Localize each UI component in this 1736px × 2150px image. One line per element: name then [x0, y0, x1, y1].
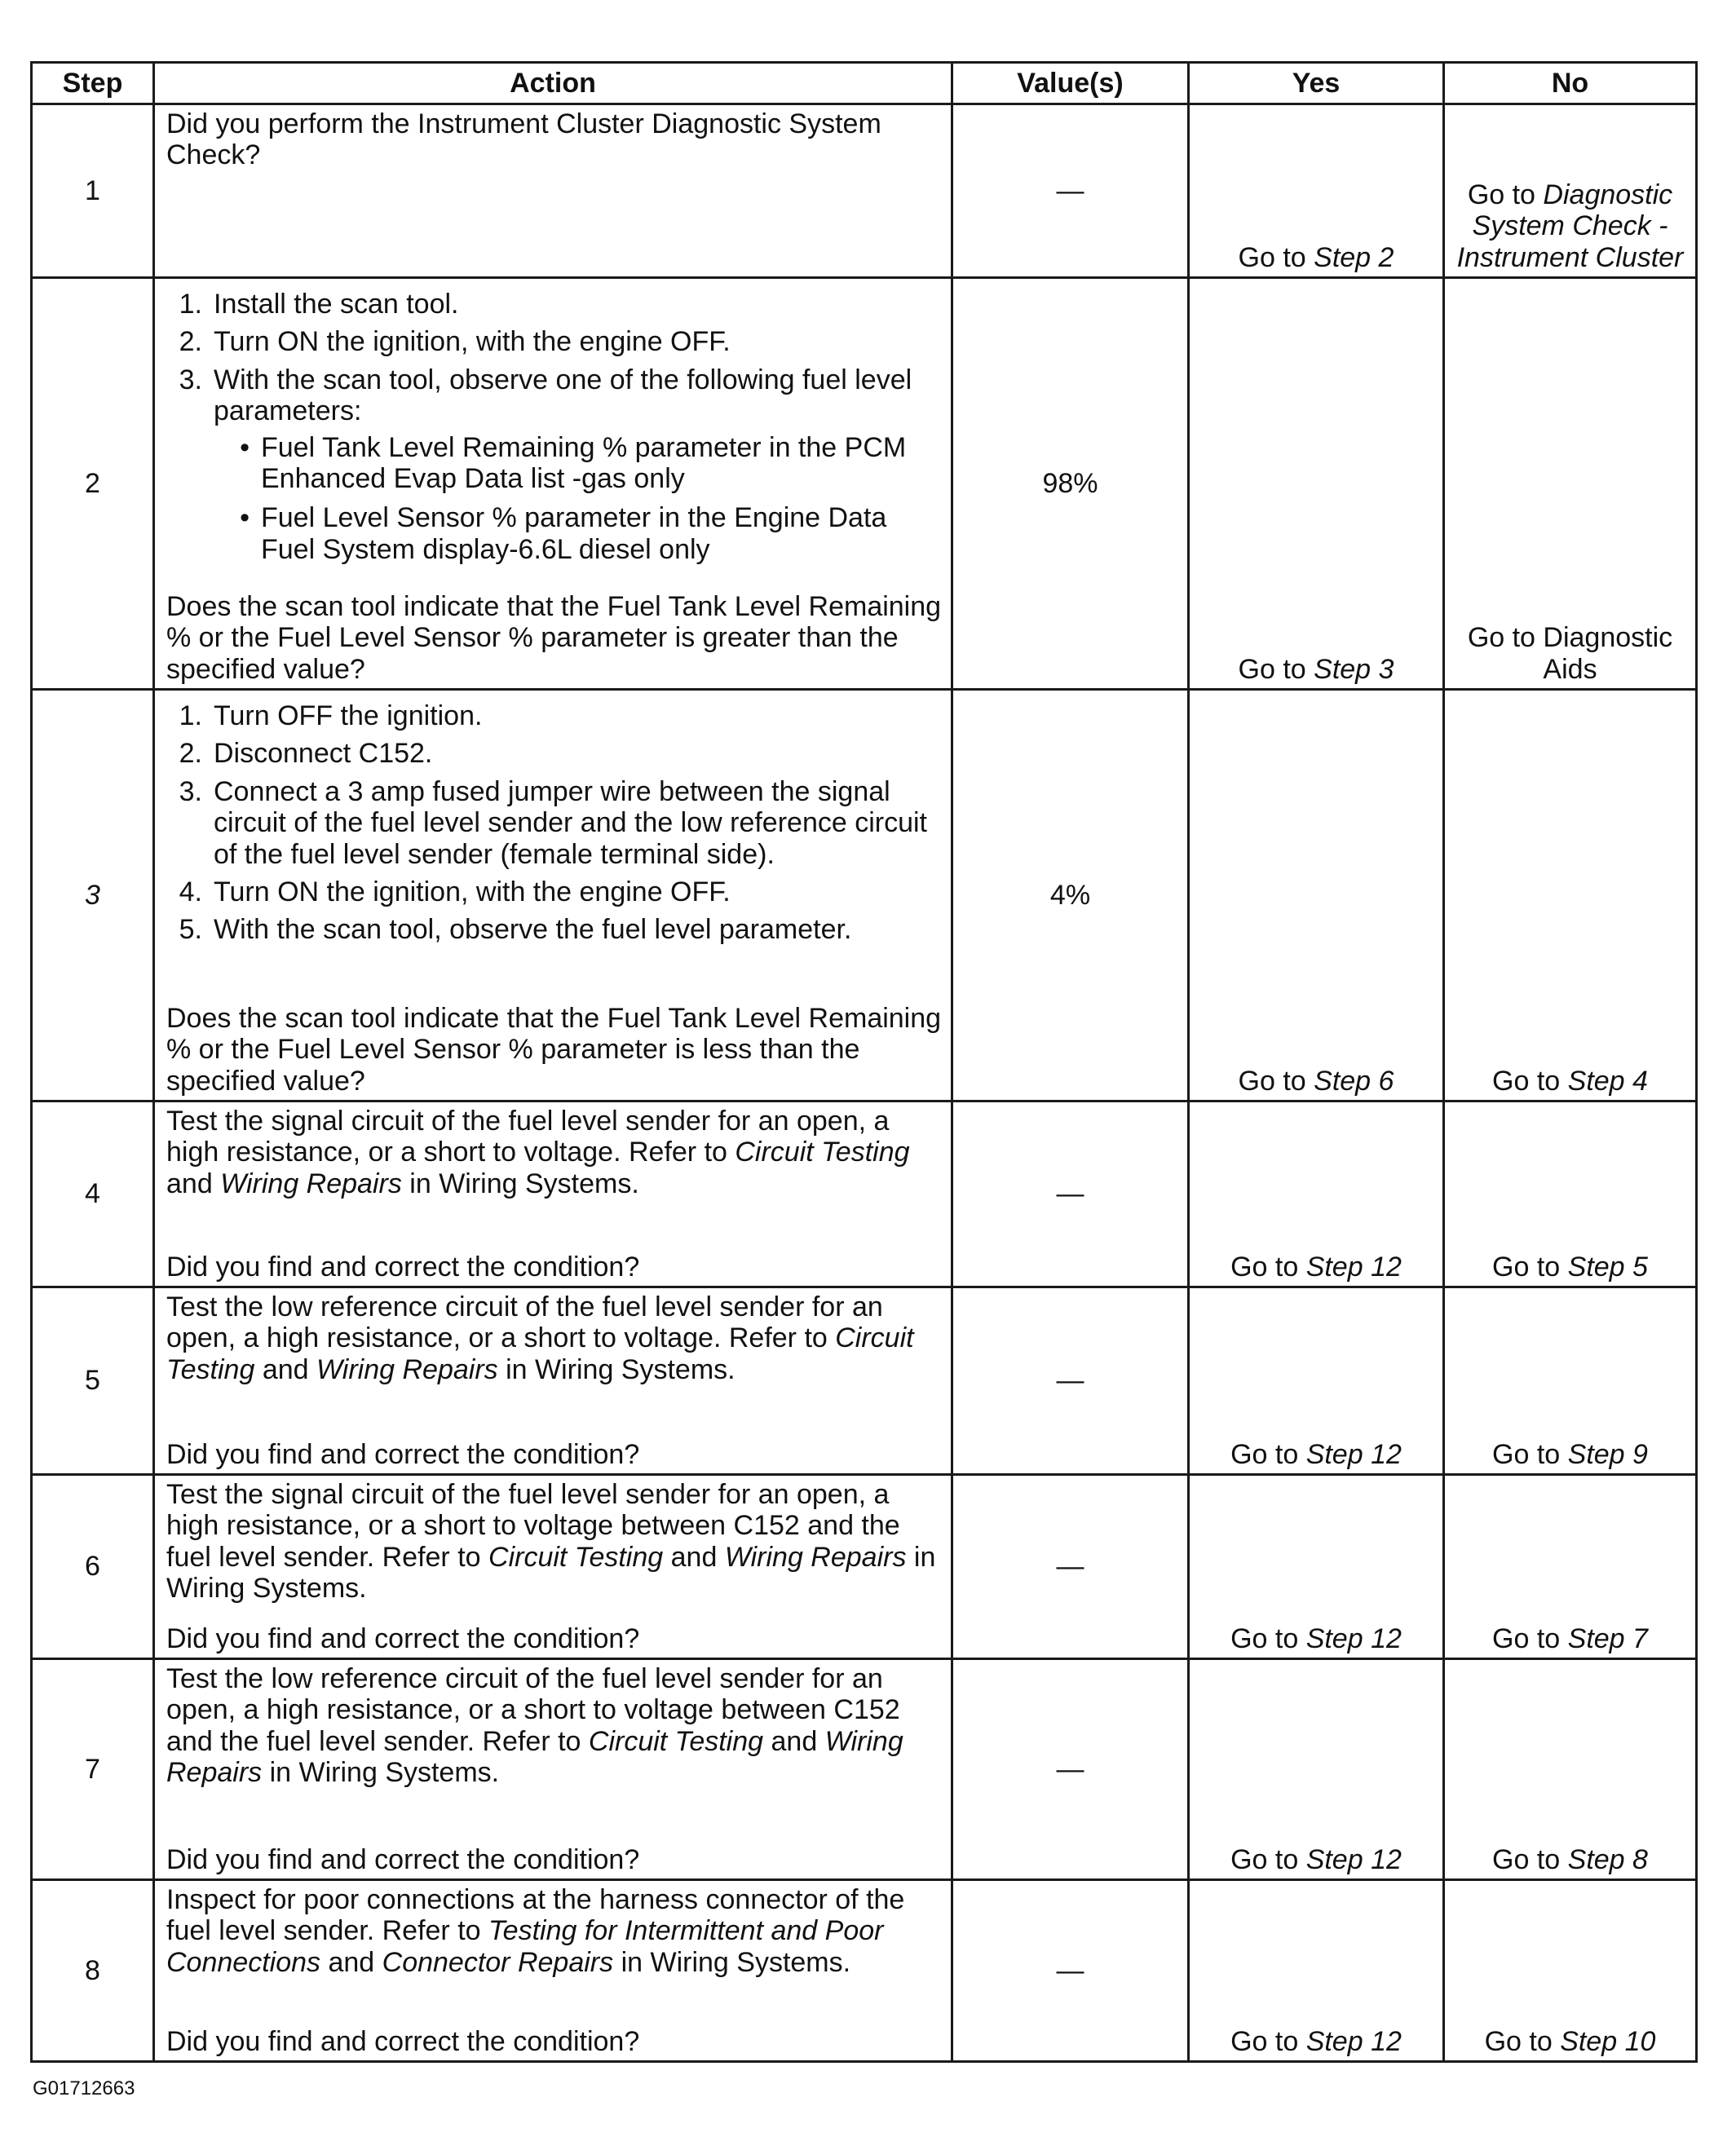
- yes-prefix: Go to: [1230, 1438, 1306, 1470]
- diagnostic-table: [30, 61, 1698, 2063]
- action-text-fragment: in Wiring Systems.: [401, 1168, 639, 1199]
- no-reference: Step 8: [1567, 1843, 1648, 1875]
- action-body: [166, 1479, 943, 1605]
- reference-link-text: Wiring Repairs: [316, 1353, 498, 1385]
- yes-prefix: Go to: [1230, 1843, 1306, 1875]
- reference-link-text: Circuit Testing: [166, 1322, 914, 1385]
- action-text-fragment: Test the low reference circuit of the fuel level sender for an open, a high resistance, or a short to voltage. Refer to: [166, 1291, 883, 1354]
- action-content: [155, 1476, 951, 1658]
- step-number: 7: [32, 1659, 154, 1880]
- substep-body: [214, 364, 943, 573]
- action-body: [166, 108, 943, 171]
- substep-text: Turn ON the ignition, with the engine OFF.: [214, 326, 731, 358]
- action-text-fragment: Test the signal circuit of the fuel level sender for an open, a high resistance, or a short to voltage between C152 and the fuel level sender. Refer to: [166, 1479, 900, 1573]
- no-cell: [1444, 104, 1697, 278]
- yes-cell: [1189, 690, 1444, 1101]
- substep-number: 1.: [179, 700, 202, 731]
- substep-text: Turn OFF the ignition.: [214, 700, 483, 731]
- action-cell: [154, 1475, 952, 1659]
- action-text-fragment: Test the low reference circuit of the fuel level sender for an open, a high resistance, or a short to voltage between C152 and the fuel level sender. Refer to: [166, 1663, 900, 1757]
- action-question: Did you find and correct the condition?: [166, 1843, 640, 1875]
- yes-prefix: Go to: [1230, 1251, 1306, 1282]
- yes-prefix: Go to: [1230, 2025, 1306, 2057]
- reference-link-text: Wiring Repairs: [166, 1725, 903, 1789]
- substep-body: [214, 289, 459, 320]
- no-prefix: Go to: [1484, 2025, 1561, 2057]
- substep-body: [214, 914, 851, 945]
- no-prefix: Go to: [1492, 1251, 1568, 1282]
- no-target: [1445, 1439, 1695, 1470]
- header-values: Value(s): [952, 63, 1189, 104]
- bullet-item: [214, 432, 943, 495]
- action-question: Does the scan tool indicate that the Fuel Tank Level Remaining % or the Fuel Level Sensor % parameter is less than the specified value?: [166, 1002, 942, 1097]
- no-cell: [1444, 1101, 1697, 1287]
- bullet-icon: •: [240, 431, 250, 463]
- step-number: 3: [32, 690, 154, 1101]
- no-target: [1445, 2026, 1695, 2057]
- no-prefix: Go to: [1467, 179, 1544, 210]
- yes-reference: Step 12: [1305, 1438, 1402, 1470]
- yes-cell: [1189, 1287, 1444, 1475]
- substep-item: [166, 876, 943, 907]
- action-text: [166, 1106, 943, 1199]
- header-step: Step: [32, 63, 154, 104]
- action-text: Did you perform the Instrument Cluster Diagnostic System Check?: [166, 108, 881, 171]
- yes-target: [1190, 1252, 1442, 1282]
- step-number: 1: [32, 104, 154, 278]
- action-question: Did you find and correct the condition?: [166, 1438, 640, 1470]
- action-body: [166, 1106, 943, 1199]
- step-number: 6: [32, 1475, 154, 1659]
- action-cell: [154, 1101, 952, 1287]
- action-body: [166, 1884, 943, 1978]
- table-row: [32, 104, 1697, 278]
- header-action: Action: [154, 63, 952, 104]
- action-content: [155, 279, 951, 688]
- value-cell: 98%: [952, 278, 1189, 690]
- yes-cell: [1189, 1880, 1444, 2062]
- no-reference: Step 7: [1567, 1622, 1648, 1654]
- action-cell: [154, 1880, 952, 2062]
- yes-target: [1190, 1066, 1442, 1097]
- substep-item: [166, 289, 943, 320]
- yes-reference: Step 12: [1305, 1251, 1402, 1282]
- action-body: [166, 1663, 943, 1789]
- step-number: 4: [32, 1101, 154, 1287]
- action-content: [155, 1660, 951, 1878]
- header-yes: Yes: [1189, 63, 1444, 104]
- reference-link-text: Wiring Repairs: [724, 1541, 907, 1573]
- action-text: [166, 1291, 943, 1385]
- substep-number: 5.: [179, 914, 202, 946]
- action-text-fragment: and: [663, 1541, 725, 1573]
- no-cell: [1444, 690, 1697, 1101]
- reference-link-text: Connector Repairs: [382, 1946, 614, 1978]
- yes-prefix: Go to: [1238, 653, 1314, 685]
- action-text-fragment: and: [166, 1168, 221, 1199]
- yes-reference: Step 12: [1305, 1843, 1402, 1875]
- action-content: [155, 1102, 951, 1286]
- table-row: [32, 1287, 1697, 1475]
- yes-cell: [1189, 104, 1444, 278]
- action-text-fragment: in Wiring Systems.: [166, 1541, 936, 1605]
- value-cell: —: [952, 104, 1189, 278]
- no-cell: [1444, 1659, 1697, 1880]
- table-row: [32, 1880, 1697, 2062]
- substep-body: [214, 326, 731, 357]
- substep-item: [166, 738, 943, 769]
- no-cell: [1444, 1287, 1697, 1475]
- no-prefix: Go to: [1492, 1622, 1568, 1654]
- substep-number: 1.: [179, 289, 202, 320]
- substep-text: Turn ON the ignition, with the engine OFF.: [214, 876, 731, 908]
- yes-target: [1190, 1623, 1442, 1654]
- substep-number: 4.: [179, 876, 202, 908]
- step-number: 2: [32, 278, 154, 690]
- yes-prefix: Go to: [1238, 1065, 1314, 1097]
- substep-text: Install the scan tool.: [214, 289, 459, 320]
- action-question: Does the scan tool indicate that the Fuel Tank Level Remaining % or the Fuel Level Sensor % parameter is greater than the specified value?: [166, 590, 942, 685]
- yes-reference: Step 2: [1314, 241, 1394, 273]
- action-text: [166, 1884, 943, 1978]
- substep-body: [214, 776, 943, 870]
- table-row: [32, 278, 1697, 690]
- substep-text: Connect a 3 amp fused jumper wire between the signal circuit of the fuel level sender and the low reference circuit of the fuel level sender (female terminal side).: [214, 775, 928, 870]
- substep-list: [166, 700, 943, 946]
- substep-body: [214, 876, 731, 907]
- no-target: [1445, 179, 1695, 273]
- reference-link-text: Circuit Testing: [488, 1541, 664, 1573]
- no-target: [1445, 1066, 1695, 1097]
- action-text-fragment: and: [763, 1725, 825, 1757]
- action-text: [166, 1479, 943, 1605]
- action-content: [155, 691, 951, 1100]
- action-text-fragment: and: [320, 1946, 382, 1978]
- yes-prefix: Go to: [1238, 241, 1314, 273]
- no-target: [1445, 1252, 1695, 1282]
- yes-cell: [1189, 278, 1444, 690]
- substep-item: [166, 776, 943, 870]
- value-cell: —: [952, 1880, 1189, 2062]
- yes-cell: [1189, 1101, 1444, 1287]
- bullet-list: [214, 432, 943, 566]
- no-cell: [1444, 1880, 1697, 2062]
- no-reference: Diagnostic System Check - Instrument Cluster: [1456, 179, 1684, 273]
- yes-target: [1190, 1439, 1442, 1470]
- substep-list: [166, 289, 943, 573]
- action-content: [155, 105, 951, 276]
- action-content: [155, 1288, 951, 1473]
- reference-link-text: Circuit Testing: [588, 1725, 764, 1757]
- no-reference: Step 5: [1567, 1251, 1648, 1282]
- table-body: [32, 104, 1697, 2062]
- bullet-text: Fuel Tank Level Remaining % parameter in the PCM Enhanced Evap Data list -gas only: [261, 431, 907, 495]
- yes-target: [1190, 242, 1442, 273]
- no-prefix: Go to: [1492, 1065, 1568, 1097]
- action-cell: [154, 278, 952, 690]
- action-body: [166, 694, 943, 952]
- reference-link-text: Testing for Intermittent and Poor Connections: [166, 1915, 884, 1978]
- yes-reference: Step 12: [1305, 1622, 1402, 1654]
- no-prefix: Go to Diagnostic Aids: [1467, 622, 1673, 685]
- action-cell: [154, 104, 952, 278]
- substep-text: Disconnect C152.: [214, 738, 433, 770]
- no-target: [1445, 622, 1695, 685]
- action-cell: [154, 1287, 952, 1475]
- substep-number: 2.: [179, 326, 202, 358]
- action-cell: [154, 1659, 952, 1880]
- yes-reference: Step 12: [1305, 2025, 1402, 2057]
- yes-cell: [1189, 1659, 1444, 1880]
- yes-prefix: Go to: [1230, 1622, 1306, 1654]
- substep-item: [166, 364, 943, 573]
- action-text-fragment: in Wiring Systems.: [497, 1353, 735, 1385]
- action-content: [155, 1881, 951, 2060]
- value-cell: —: [952, 1659, 1189, 1880]
- action-body: [166, 1291, 943, 1385]
- no-cell: [1444, 278, 1697, 690]
- yes-target: [1190, 2026, 1442, 2057]
- action-text-fragment: in Wiring Systems.: [262, 1757, 500, 1789]
- bullet-item: [214, 502, 943, 565]
- value-cell: —: [952, 1101, 1189, 1287]
- substep-item: [166, 326, 943, 357]
- no-target: [1445, 1623, 1695, 1654]
- value-cell: —: [952, 1475, 1189, 1659]
- substep-text: With the scan tool, observe the fuel level parameter.: [214, 914, 852, 946]
- action-text-fragment: Inspect for poor connections at the harness connector of the fuel level sender. Refer to: [166, 1884, 905, 1947]
- step-number: 5: [32, 1287, 154, 1475]
- no-prefix: Go to: [1492, 1438, 1568, 1470]
- substep-item: [166, 914, 943, 945]
- action-text: [166, 1663, 943, 1789]
- table-row: [32, 1101, 1697, 1287]
- action-question: Did you find and correct the condition?: [166, 1251, 640, 1282]
- substep-body: [214, 700, 482, 731]
- action-cell: [154, 690, 952, 1101]
- yes-reference: Step 3: [1314, 653, 1394, 685]
- value-cell: —: [952, 1287, 1189, 1475]
- no-reference: Step 4: [1567, 1065, 1648, 1097]
- substep-body: [214, 738, 432, 769]
- table-row: [32, 1659, 1697, 1880]
- substep-item: [166, 700, 943, 731]
- substep-number: 3.: [179, 364, 202, 395]
- action-text-fragment: Test the signal circuit of the fuel level sender for an open, a high resistance, or a short to voltage. Refer to: [166, 1106, 890, 1168]
- action-question: Did you find and correct the condition?: [166, 2025, 640, 2057]
- action-question: Did you find and correct the condition?: [166, 1622, 640, 1654]
- reference-link-text: Circuit Testing: [735, 1137, 910, 1168]
- no-reference: Step 10: [1560, 2025, 1656, 2057]
- yes-target: [1190, 1844, 1442, 1875]
- no-reference: Step 9: [1567, 1438, 1648, 1470]
- yes-target: [1190, 654, 1442, 685]
- bullet-text: Fuel Level Sensor % parameter in the Engine Data Fuel System display-6.6L diesel only: [261, 502, 887, 565]
- bullet-icon: •: [240, 502, 250, 534]
- header-no: No: [1444, 63, 1697, 104]
- yes-reference: Step 6: [1314, 1065, 1394, 1097]
- substep-number: 3.: [179, 775, 202, 807]
- value-cell: 4%: [952, 690, 1189, 1101]
- substep-text: With the scan tool, observe one of the following fuel level parameters:: [214, 364, 912, 427]
- yes-cell: [1189, 1475, 1444, 1659]
- action-text-fragment: in Wiring Systems.: [613, 1946, 851, 1978]
- no-target: [1445, 1844, 1695, 1875]
- table-row: [32, 690, 1697, 1101]
- action-text-fragment: and: [254, 1353, 316, 1385]
- table-header-row: [32, 63, 1697, 104]
- action-body: [166, 282, 943, 580]
- no-prefix: Go to: [1492, 1843, 1568, 1875]
- no-cell: [1444, 1475, 1697, 1659]
- table-row: [32, 1475, 1697, 1659]
- figure-id: G01712663: [33, 2077, 135, 2099]
- substep-number: 2.: [179, 738, 202, 770]
- reference-link-text: Wiring Repairs: [220, 1168, 402, 1199]
- step-number: 8: [32, 1880, 154, 2062]
